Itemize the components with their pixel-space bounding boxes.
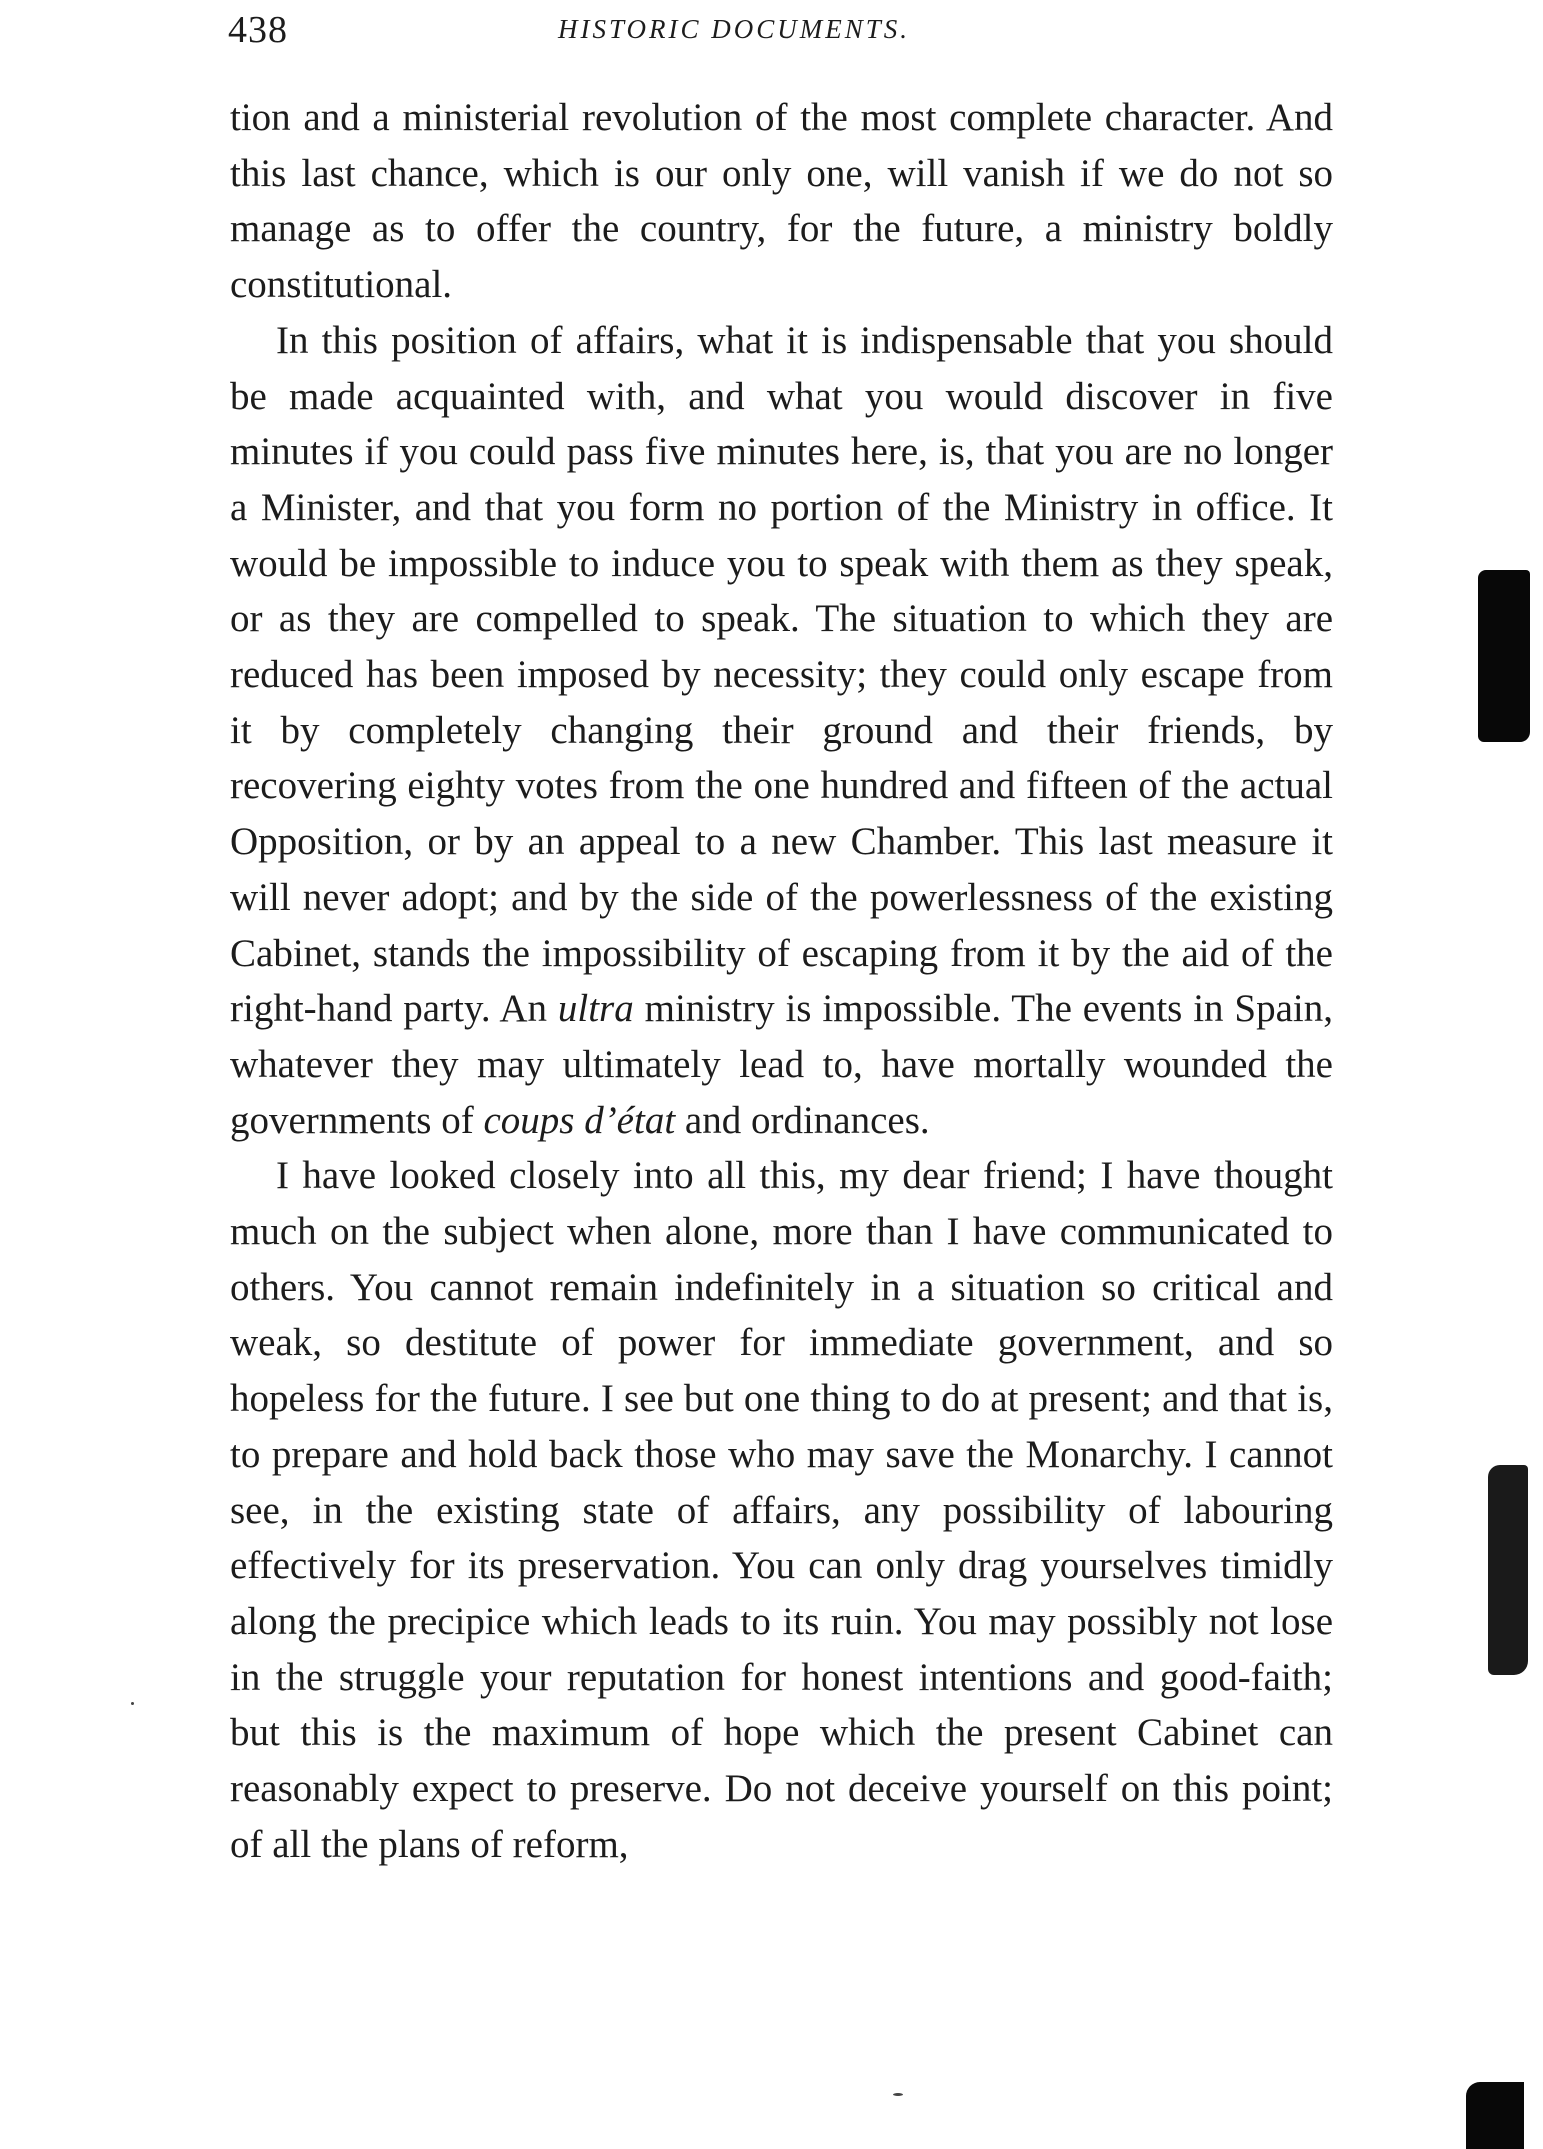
scan-artifact-mark bbox=[1488, 1465, 1528, 1675]
running-head: HISTORIC DOCUMENTS. bbox=[558, 14, 911, 44]
page-header bbox=[228, 0, 1333, 60]
italic-coups-detat: coups d’état bbox=[483, 1098, 676, 1142]
body-text bbox=[230, 90, 1333, 1873]
paragraph-3 bbox=[230, 1148, 1333, 1872]
scan-speck bbox=[131, 1702, 134, 1705]
paragraph-1 bbox=[230, 90, 1333, 313]
page-number: 438 bbox=[228, 9, 288, 51]
scan-artifact-mark bbox=[1478, 570, 1530, 742]
paragraph-2 bbox=[230, 313, 1333, 1149]
paragraph-2-text: In this position of affairs, what it is indispensable that you should be made acquainted with, and what you would discover in five minutes if you could pass five minutes here, is, that you are no longer a Minister, and that you form no portion of the Ministry in office. It would be impossible to induce you to speak with them as they speak, or as they are compelled to speak. The situation to which they are reduced has been imposed by necessity; they could only escape from it by completely changing their ground and their friends, by recovering eighty votes from the one hundred and fifteen of the actual Opposition, or by an appeal to a new Chamber. This last measure it will never adopt; and by the side of the powerlessness of the existing Cabinet, stands the impossibility of escaping from it by the aid of the right-hand party. An bbox=[230, 318, 1333, 1031]
paragraph-2-text-cont: ministry is impossible. The events in Spain, whatever they may ultimately lead to, have mortally wounded the governments of bbox=[230, 987, 1333, 1142]
paragraph-1-text: tion and a ministerial revolution of the most complete character. And this last chance, which is our only one, will vanish if we do not so manage as to offer the country, for the future, a ministry boldly constitutional. bbox=[230, 96, 1333, 307]
paragraph-3-text: I have looked closely into all this, my dear friend; I have thought much on the subject when alone, more than I have communicated to others. You cannot remain indefinitely in a situation so critical and weak, so destitute of power for immediate government, and so hopeless for the future. I see but one thing to do at present; and that is, to prepare and hold back those who may save the Monarchy. I cannot see, in the existing state of affairs, any possibility of labouring effectively for its preservation. You can only drag yourselves timidly along the precipice which leads to its ruin. You may possibly not lose in the struggle your reputation for honest intentions and good-faith; but this is the maximum of hope which the present Cabinet can reasonably expect to preserve. Do not deceive yourself on this point; of all the plans of reform, bbox=[230, 1154, 1333, 1866]
paragraph-2-text-end: and ordinances. bbox=[684, 1098, 930, 1142]
italic-ultra: ultra bbox=[557, 987, 634, 1031]
scan-artifact-mark bbox=[1466, 2082, 1524, 2149]
scan-speck bbox=[893, 2093, 903, 2096]
